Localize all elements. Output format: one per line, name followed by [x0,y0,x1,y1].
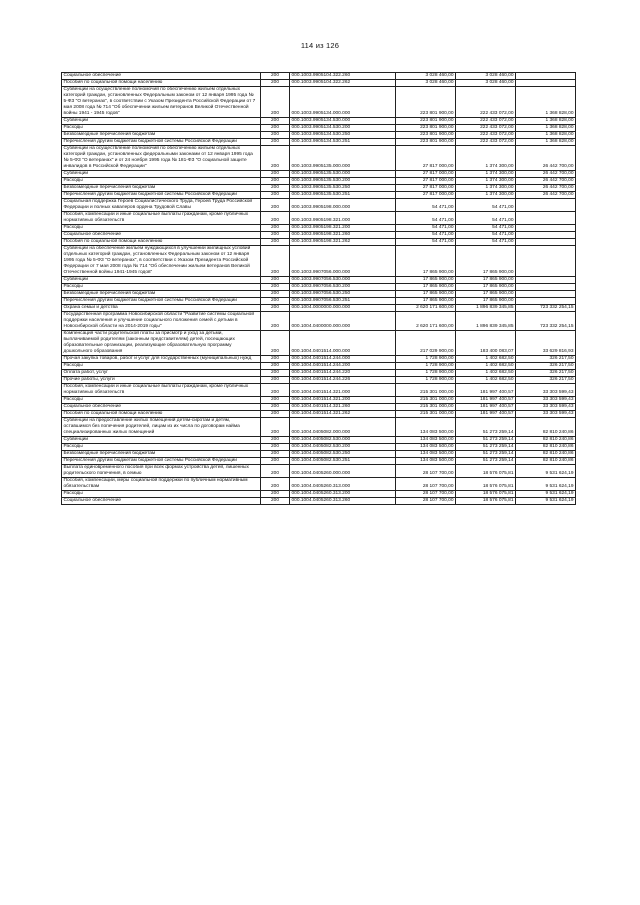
row-kbk-cell: 000.1004.0401514.321.260 [290,404,396,411]
row-code-cell: 200 [261,298,290,305]
row-approved-cell: 215 301 000,00 [396,404,456,411]
row-code-cell: 200 [261,192,290,199]
row-unexecuted-cell [516,80,576,87]
page-indicator: 114 из 126 [300,41,340,50]
row-code-cell: 200 [261,118,290,125]
row-approved-cell: 134 083 500,00 [396,437,456,444]
table-row [62,411,576,418]
row-code-cell: 200 [261,239,290,246]
row-unexecuted-cell [516,212,576,225]
table-row [62,458,576,465]
row-name-cell: Расходы [62,125,261,132]
row-executed-cell: 18 576 075,81 [456,498,516,505]
row-unexecuted-cell: 9 531 624,19 [516,478,576,491]
row-unexecuted-cell: 1 368 828,00 [516,118,576,125]
row-executed-cell: 1 896 839 345,85 [456,312,516,331]
row-name-cell: Социальное обеспечение [62,404,261,411]
table-row [62,498,576,505]
row-kbk-cell: 000.1004.0405260.313.260 [290,498,396,505]
row-code-cell: 200 [261,125,290,132]
row-name-cell: Безвозмездные перечисления бюджетам [62,291,261,298]
row-kbk-cell: 000.1003.9905104.322.260 [290,73,396,80]
row-kbk-cell: 000.1003.9905198.321.000 [290,212,396,225]
row-kbk-cell: 000.1003.9905135.530.200 [290,178,396,185]
row-code-cell: 200 [261,465,290,478]
row-approved-cell: 2 620 171 600,00 [396,312,456,331]
row-name-cell: Расходы [62,491,261,498]
table-row [62,291,576,298]
row-kbk-cell: 000.1003.9905198.000.000 [290,199,396,212]
row-kbk-cell: 000.1004.0405260.000.000 [290,465,396,478]
row-code-cell: 200 [261,363,290,370]
row-code-cell: 200 [261,178,290,185]
table-row [62,377,576,384]
table-row [62,444,576,451]
row-code-cell: 200 [261,146,290,171]
row-approved-cell: 28 107 700,00 [396,478,456,491]
table-row [62,246,576,277]
row-approved-cell: 3 028 460,00 [396,73,456,80]
row-code-cell: 200 [261,491,290,498]
row-code-cell: 200 [261,331,290,356]
table-row [62,185,576,192]
row-approved-cell: 134 083 500,00 [396,458,456,465]
table-row [62,451,576,458]
row-approved-cell: 1 728 900,00 [396,377,456,384]
row-executed-cell: 183 400 083,07 [456,331,516,356]
row-kbk-cell: 000.1003.9905104.322.262 [290,80,396,87]
row-approved-cell: 1 728 900,00 [396,370,456,377]
row-unexecuted-cell: 723 332 254,15 [516,305,576,312]
row-name-cell: Безвозмездные перечисления бюджетам [62,451,261,458]
row-kbk-cell: 000.1004.0405260.313.200 [290,491,396,498]
table-row [62,132,576,139]
table-row [62,363,576,370]
table-row [62,139,576,146]
row-approved-cell: 223 801 900,00 [396,139,456,146]
table-row [62,146,576,171]
row-code-cell: 200 [261,225,290,232]
row-name-cell: Субвенции на обеспечение жильем нуждающихся в улучшении жилищных условий отдельных категорий граждан, установленных Федеральным законом от 12 января 1995 года № 5-ФЗ "О ветеранах", в соответствии с Указом Президента Российской Федерации от 7 мая 2008 года № 714 "Об обеспечении жильем ветеранов Великой Отечественной войны 1941-1945 годов" [62,246,261,277]
row-unexecuted-cell: 33 303 599,43 [516,404,576,411]
row-approved-cell: 134 083 500,00 [396,451,456,458]
row-approved-cell: 28 107 700,00 [396,465,456,478]
row-approved-cell: 223 801 900,00 [396,125,456,132]
row-unexecuted-cell [516,277,576,284]
row-kbk-cell: 000.1003.9905134.530.250 [290,132,396,139]
row-kbk-cell: 000.1004.0405082.530.251 [290,458,396,465]
row-name-cell: Социальное обеспечение [62,73,261,80]
table-row [62,478,576,491]
row-executed-cell: 1 896 839 345,85 [456,305,516,312]
row-approved-cell: 17 865 900,00 [396,291,456,298]
row-code-cell: 200 [261,73,290,80]
row-approved-cell: 215 301 000,00 [396,397,456,404]
row-executed-cell: 222 433 072,00 [456,118,516,125]
row-kbk-cell: 000.1003.9905134.530.251 [290,139,396,146]
row-name-cell: Прочая закупка товаров, работ и услуг для государственных (муниципальных) нужд [62,356,261,363]
row-code-cell: 200 [261,132,290,139]
row-name-cell: Расходы [62,284,261,291]
row-name-cell: Перечисления другим бюджетам бюджетной системы Российской Федерации [62,139,261,146]
row-executed-cell: 1 374 300,00 [456,178,516,185]
row-unexecuted-cell: 33 629 816,93 [516,331,576,356]
row-unexecuted-cell: 82 810 240,86 [516,458,576,465]
row-executed-cell: 51 273 259,14 [456,437,516,444]
row-unexecuted-cell [516,298,576,305]
table-row [62,125,576,132]
row-kbk-cell: 000.1003.9905135.530.000 [290,171,396,178]
row-executed-cell: 51 273 259,14 [456,444,516,451]
row-code-cell: 200 [261,384,290,397]
table-row [62,192,576,199]
row-name-cell: Социальное обеспечение [62,232,261,239]
table-row [62,118,576,125]
row-kbk-cell: 000.1003.9907056.530.200 [290,284,396,291]
row-unexecuted-cell: 26 442 700,00 [516,178,576,185]
row-executed-cell: 51 273 259,14 [456,451,516,458]
row-kbk-cell: 000.1003.9905198.321.200 [290,225,396,232]
row-code-cell: 200 [261,171,290,178]
row-approved-cell: 17 865 900,00 [396,277,456,284]
row-approved-cell: 223 801 900,00 [396,118,456,125]
row-approved-cell: 1 728 900,00 [396,363,456,370]
row-unexecuted-cell: 1 368 828,00 [516,139,576,146]
table-row [62,212,576,225]
row-code-cell: 200 [261,305,290,312]
row-code-cell: 200 [261,444,290,451]
table-row [62,465,576,478]
table-row [62,384,576,397]
row-kbk-cell: 000.1004.0401514.321.262 [290,411,396,418]
table-row [62,418,576,437]
row-approved-cell: 223 801 900,00 [396,132,456,139]
row-name-cell: Расходы [62,363,261,370]
table-row [62,199,576,212]
row-executed-cell: 54 471,00 [456,239,516,246]
row-kbk-cell: 000.1003.9905198.321.260 [290,232,396,239]
row-kbk-cell: 000.1004.0401514.244.220 [290,370,396,377]
row-kbk-cell: 000.1004.0400000.000.000 [290,312,396,331]
row-code-cell: 200 [261,284,290,291]
row-code-cell: 200 [261,377,290,384]
row-executed-cell: 181 997 400,57 [456,397,516,404]
row-approved-cell: 27 817 000,00 [396,178,456,185]
row-unexecuted-cell [516,246,576,277]
row-kbk-cell: 000.1003.9905134.530.200 [290,125,396,132]
row-name-cell: Пособия по социальной помощи населению [62,80,261,87]
row-kbk-cell: 000.1004.0401514.244.226 [290,377,396,384]
row-approved-cell: 28 107 700,00 [396,498,456,505]
row-kbk-cell: 000.1004.0401514.321.200 [290,397,396,404]
row-unexecuted-cell: 1 368 828,00 [516,87,576,118]
row-kbk-cell: 000.1004.0405082.000.000 [290,418,396,437]
row-executed-cell: 17 865 900,00 [456,246,516,277]
row-approved-cell: 134 083 500,00 [396,444,456,451]
row-unexecuted-cell: 33 303 599,43 [516,384,576,397]
row-kbk-cell: 000.1004.0405082.530.000 [290,437,396,444]
row-approved-cell: 27 817 000,00 [396,146,456,171]
table-row [62,491,576,498]
row-code-cell: 200 [261,87,290,118]
row-kbk-cell: 000.1003.9907056.530.000 [290,277,396,284]
table-row [62,87,576,118]
row-name-cell: Перечисления другим бюджетам бюджетной системы Российской Федерации [62,192,261,199]
row-unexecuted-cell [516,239,576,246]
row-name-cell: Субвенции [62,437,261,444]
row-kbk-cell: 000.1003.9905135.530.251 [290,192,396,199]
table-row [62,225,576,232]
row-unexecuted-cell: 1 368 828,00 [516,132,576,139]
row-executed-cell: 1 402 682,50 [456,356,516,363]
row-name-cell: Расходы [62,178,261,185]
row-code-cell: 200 [261,411,290,418]
table-row [62,80,576,87]
row-unexecuted-cell: 723 332 254,15 [516,312,576,331]
row-name-cell: Государственная программа Новосибирской области "Развитие системы социальной поддержки населения и улучшение социального положения семей с детьми в Новосибирской области на 2014-2019 годы" [62,312,261,331]
table-row [62,356,576,363]
row-unexecuted-cell: 326 217,50 [516,356,576,363]
row-unexecuted-cell [516,232,576,239]
row-executed-cell: 54 471,00 [456,232,516,239]
row-name-cell: Перечисления другим бюджетам бюджетной системы Российской Федерации [62,298,261,305]
row-unexecuted-cell [516,284,576,291]
row-name-cell: Субвенции на предоставление жилых помещений детям-сиротам и детям, оставшимся без попечения родителей, лицам из их числа по договорам найма специализированных жилых помещений [62,418,261,437]
table-row [62,73,576,80]
row-executed-cell: 222 433 072,00 [456,132,516,139]
row-name-cell: Субвенции на осуществление полномочий по обеспечению жильем отдельных категорий граждан, установленных федеральными законами от 12 января 1995 года № 5-ФЗ "О ветеранах" и от 24 ноября 1995 года № 181-ФЗ "О социальной защите инвалидов в Российской Федерации" [62,146,261,171]
row-name-cell: Оплата работ, услуг [62,370,261,377]
budget-table [61,72,576,505]
row-executed-cell: 181 997 400,57 [456,404,516,411]
row-executed-cell: 17 865 900,00 [456,277,516,284]
row-unexecuted-cell: 82 810 240,86 [516,451,576,458]
row-unexecuted-cell: 9 531 624,19 [516,498,576,505]
row-executed-cell: 1 374 300,00 [456,192,516,199]
row-approved-cell: 17 865 900,00 [396,246,456,277]
row-kbk-cell: 000.1004.0401514.244.000 [290,356,396,363]
table-row [62,437,576,444]
row-name-cell: Пособия по социальной помощи населению [62,239,261,246]
row-approved-cell: 17 865 900,00 [396,298,456,305]
row-code-cell: 200 [261,312,290,331]
row-name-cell: Пособия по социальной помощи населению [62,411,261,418]
row-approved-cell: 28 107 700,00 [396,491,456,498]
row-executed-cell: 1 374 300,00 [456,185,516,192]
table-row [62,331,576,356]
row-executed-cell: 222 433 072,00 [456,87,516,118]
row-kbk-cell: 000.1004.0401514.000.000 [290,331,396,356]
row-name-cell: Расходы [62,397,261,404]
row-unexecuted-cell: 1 368 828,00 [516,125,576,132]
row-unexecuted-cell [516,225,576,232]
row-executed-cell: 17 865 900,00 [456,298,516,305]
row-code-cell: 200 [261,397,290,404]
row-name-cell: Пособия, компенсации и иные социальные выплаты гражданам, кроме публичных нормативных обязательств [62,384,261,397]
row-kbk-cell: 000.1003.9905198.321.262 [290,239,396,246]
budget-table-body [62,73,576,505]
row-name-cell: Субвенции [62,171,261,178]
row-executed-cell: 181 997 400,57 [456,411,516,418]
row-name-cell: Охрана семьи и детства [62,305,261,312]
row-executed-cell: 51 273 259,14 [456,418,516,437]
row-code-cell: 200 [261,291,290,298]
row-code-cell: 200 [261,212,290,225]
row-approved-cell: 27 817 000,00 [396,171,456,178]
row-unexecuted-cell: 33 303 599,43 [516,411,576,418]
row-approved-cell: 17 865 900,00 [396,284,456,291]
row-kbk-cell: 000.1003.9905134.530.000 [290,118,396,125]
row-name-cell: Социальная поддержка Героев Социалистического Труда, Героев Труда Российской Федерации и полных кавалеров ордена Трудовой Славы [62,199,261,212]
row-code-cell: 200 [261,418,290,437]
row-unexecuted-cell [516,291,576,298]
row-executed-cell: 222 433 072,00 [456,125,516,132]
table-row [62,370,576,377]
row-name-cell: Безвозмездные перечисления бюджетам [62,132,261,139]
row-executed-cell: 3 028 460,00 [456,73,516,80]
row-code-cell: 200 [261,80,290,87]
row-executed-cell: 17 865 900,00 [456,291,516,298]
row-executed-cell: 18 576 075,81 [456,491,516,498]
row-unexecuted-cell: 26 442 700,00 [516,185,576,192]
row-executed-cell: 1 402 682,50 [456,370,516,377]
row-executed-cell: 181 997 400,57 [456,384,516,397]
row-executed-cell: 1 402 682,50 [456,377,516,384]
row-unexecuted-cell: 9 531 624,19 [516,465,576,478]
row-name-cell: Компенсация части родительской платы за присмотр и уход за детьми, выплачиваемой родителям (законным представителям) детей, посещающих образовательные организации, реализующие образовательную программу дошкольного образования [62,331,261,356]
row-approved-cell: 2 620 171 600,00 [396,305,456,312]
row-approved-cell: 54 471,00 [396,239,456,246]
row-approved-cell: 54 471,00 [396,199,456,212]
row-code-cell: 200 [261,451,290,458]
row-approved-cell: 134 083 500,00 [396,418,456,437]
row-code-cell: 200 [261,404,290,411]
row-code-cell: 200 [261,232,290,239]
row-name-cell: Субвенции на осуществление полномочий по обеспечению жильем отдельных категорий граждан, установленных Федеральным законом от 12 января 1995 года № 5-ФЗ "О ветеранах", в соответствии с Указом Президента Российской Федерации от 7 мая 2008 года № 714 "Об обеспечении жильем ветеранов Великой Отечественной войны 1941 - 1945 годов" [62,87,261,118]
row-code-cell: 200 [261,139,290,146]
row-unexecuted-cell [516,73,576,80]
row-approved-cell: 215 301 000,00 [396,384,456,397]
row-code-cell: 200 [261,478,290,491]
table-row [62,232,576,239]
row-approved-cell: 54 471,00 [396,232,456,239]
row-executed-cell: 1 374 300,00 [456,171,516,178]
row-kbk-cell: 000.1004.0405260.313.000 [290,478,396,491]
row-approved-cell: 3 028 460,00 [396,80,456,87]
table-row [62,171,576,178]
row-unexecuted-cell: 82 810 240,86 [516,418,576,437]
row-name-cell: Выплата единовременного пособия при всех формах устройства детей, лишенных родительского попечения, в семью [62,465,261,478]
row-executed-cell: 1 374 300,00 [456,146,516,171]
row-name-cell: Пособия, компенсации и иные социальные выплаты гражданам, кроме публичных нормативных обязательств [62,212,261,225]
row-kbk-cell: 000.1003.9905134.000.000 [290,87,396,118]
row-name-cell: Субвенции [62,277,261,284]
row-executed-cell: 54 471,00 [456,225,516,232]
row-code-cell: 200 [261,437,290,444]
table-row [62,277,576,284]
row-approved-cell: 27 817 000,00 [396,185,456,192]
table-row [62,298,576,305]
row-unexecuted-cell: 26 442 700,00 [516,171,576,178]
row-name-cell: Пособия, компенсации, меры социальной поддержки по публичным нормативным обязательствам [62,478,261,491]
row-executed-cell: 51 273 259,14 [456,458,516,465]
row-name-cell: Прочие работы, услуги [62,377,261,384]
row-unexecuted-cell: 9 531 624,19 [516,491,576,498]
row-kbk-cell: 000.1003.9907056.000.000 [290,246,396,277]
row-kbk-cell: 000.1003.9907056.530.250 [290,291,396,298]
row-approved-cell: 215 301 000,00 [396,411,456,418]
row-approved-cell: 1 728 900,00 [396,356,456,363]
row-executed-cell: 54 471,00 [456,212,516,225]
table-row [62,284,576,291]
row-approved-cell: 54 471,00 [396,225,456,232]
row-code-cell: 200 [261,498,290,505]
row-executed-cell: 17 865 900,00 [456,284,516,291]
row-unexecuted-cell: 26 442 700,00 [516,146,576,171]
row-unexecuted-cell: 33 303 599,43 [516,397,576,404]
row-name-cell: Перечисления другим бюджетам бюджетной системы Российской Федерации [62,458,261,465]
table-row [62,178,576,185]
row-approved-cell: 27 817 000,00 [396,192,456,199]
row-kbk-cell: 000.1003.9905135.530.250 [290,185,396,192]
row-executed-cell: 3 028 460,00 [456,80,516,87]
row-code-cell: 200 [261,370,290,377]
row-unexecuted-cell: 82 810 240,86 [516,444,576,451]
row-code-cell: 200 [261,458,290,465]
table-row [62,404,576,411]
row-code-cell: 200 [261,356,290,363]
table-row [62,312,576,331]
row-kbk-cell: 000.1003.9905135.000.000 [290,146,396,171]
row-kbk-cell: 000.1004.0401514.244.200 [290,363,396,370]
row-code-cell: 200 [261,199,290,212]
row-name-cell: Субвенции [62,118,261,125]
row-approved-cell: 54 471,00 [396,212,456,225]
row-executed-cell: 18 576 075,81 [456,465,516,478]
row-kbk-cell: 000.1004.0405082.530.250 [290,451,396,458]
row-unexecuted-cell [516,199,576,212]
row-approved-cell: 223 801 900,00 [396,87,456,118]
row-executed-cell: 18 576 075,81 [456,478,516,491]
row-unexecuted-cell: 26 442 700,00 [516,192,576,199]
row-executed-cell: 1 402 682,50 [456,363,516,370]
row-kbk-cell: 000.1004.0405082.530.200 [290,444,396,451]
row-name-cell: Расходы [62,444,261,451]
row-executed-cell: 54 471,00 [456,199,516,212]
row-executed-cell: 222 433 072,00 [456,139,516,146]
row-name-cell: Расходы [62,225,261,232]
row-kbk-cell: 000.1004.0401514.321.000 [290,384,396,397]
row-kbk-cell: 000.1004.0000000.000.000 [290,305,396,312]
row-unexecuted-cell: 326 217,50 [516,377,576,384]
row-unexecuted-cell: 82 810 240,86 [516,437,576,444]
row-approved-cell: 217 029 900,00 [396,331,456,356]
row-unexecuted-cell: 326 217,50 [516,370,576,377]
row-code-cell: 200 [261,277,290,284]
row-name-cell: Социальное обеспечение [62,498,261,505]
row-code-cell: 200 [261,185,290,192]
table-row [62,305,576,312]
row-name-cell: Безвозмездные перечисления бюджетам [62,185,261,192]
row-code-cell: 200 [261,246,290,277]
table-row [62,397,576,404]
row-unexecuted-cell: 326 217,50 [516,363,576,370]
row-kbk-cell: 000.1003.9907056.530.251 [290,298,396,305]
table-row [62,239,576,246]
